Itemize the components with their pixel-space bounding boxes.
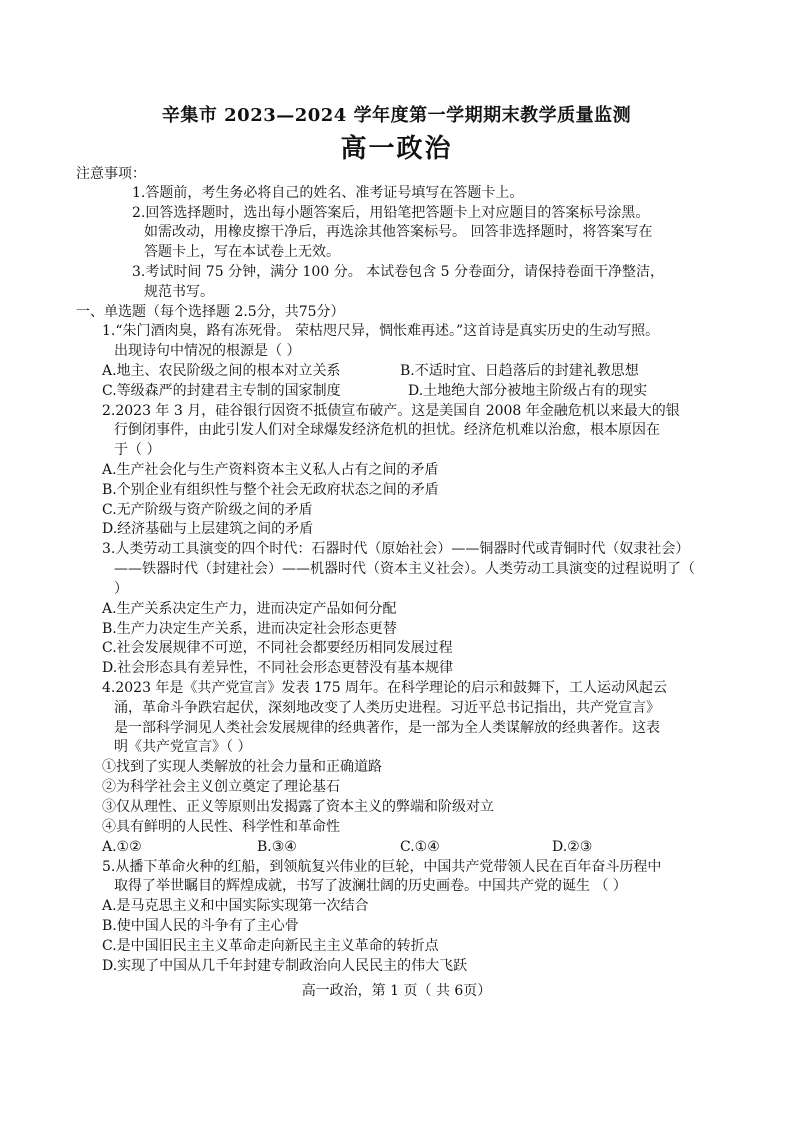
note-line: 答题卡上，写在本试卷上无效。 [144,244,340,260]
option-a: A.生产社会化与生产资料资本主义私人占有之间的矛盾 [102,462,439,478]
subject-title: 高一政治 [340,134,453,164]
option-c: C.①④ [400,839,440,855]
question-text: 1.“朱门酒肉臭，路有冻死骨。 荣枯咫尺异，惆怅难再述。”这首诗是真实历史的生动写照。 [102,323,660,339]
option-a: A.生产关系决定生产力，进而决定产品如何分配 [102,601,397,617]
note-line: 如需改动，用橡皮擦干净后，再选涂其他答案标号。 回答非选择题时，将答案写在 [144,224,653,240]
option-b: B.生产力决定生产关系，进而决定社会形态更替 [102,621,397,637]
statement: ③仅从理性、正义等原则出发揭露了资本主义的弊端和阶级对立 [102,799,494,815]
option-c: C.等级森严的封建君主专制的国家制度 [102,383,341,399]
question-text: 明《共产党宣言》（ ） [114,739,252,755]
question-text: 5.从播下革命火种的红船，到领航复兴伟业的巨轮，中国共产党带领人民在百年奋斗历程中 [102,859,662,875]
option-d: D.经济基础与上层建筑之间的矛盾 [102,521,314,537]
option-a: A.地主、农民阶级之间的根本对立关系 [102,363,341,379]
question-text: 取得了举世瞩目的辉煌成就，书写了波澜壮阔的历史画卷。中国共产党的诞生 （ ） [114,878,627,894]
question-text: 出现诗句中情况的根源是（ ） [114,343,301,359]
question-text: ） [114,581,128,597]
option-c: C.是中国旧民主主义革命走向新民主主义革命的转折点 [102,938,439,954]
note-line: 3.考试时间 75 分钟，满分 100 分。 本试卷包含 5 分卷面分，请保持卷面干净整洁， [132,264,664,280]
question-text: 行倒闭事件，由此引发人们对全球爆发经济危机的担忧。经济危机难以治愈，根本原因在 [114,422,660,438]
statement: ④具有鲜明的人民性、科学性和革命性 [102,819,340,835]
option-d: D.实现了中国从几千年封建专制政治向人民民主的伟大飞跃 [102,958,468,974]
section-heading: 一、单选题（每个选择题 2.5分，共75分） [76,304,345,320]
statement: ①找到了实现人类解放的社会力量和正确道路 [102,759,382,775]
option-b: B.使中国人民的斗争有了主心骨 [102,918,299,934]
question-text: 于（ ） [114,442,161,458]
option-a: A.①② [102,839,142,855]
statement: ②为科学社会主义创立奠定了理论基石 [102,779,340,795]
option-d: D.社会形态具有差异性，不同社会形态更替没有基本规律 [102,660,454,676]
question-text: 3.人类劳动工具演变的四个时代：石器时代（原始社会）——铜器时代或青铜时代（奴隶社会） [102,541,690,557]
notes-heading: 注意事项： [76,166,146,182]
option-c: C.无产阶级与资产阶级之间的矛盾 [102,502,313,518]
note-line: 1.答题前，考生务必将自己的姓名、准考证号填写在答题卡上。 [132,185,524,201]
question-text: 是一部科学洞见人类社会发展规律的经典著作，是一部为全人类谋解放的经典著作。这表 [114,720,660,736]
question-text: 涌，革命斗争跌宕起伏，深刻地改变了人类历史进程。习近平总书记指出，共产党宣言》 [114,700,660,716]
question-text: 2.2023 年 3 月，硅谷银行因资不抵债宣布破产。这是美国自 2008 年金融危机以来最大的银 [102,403,680,419]
question-text: 4.2023 年是《共产党宣言》发表 175 周年。在科学理论的启示和鼓舞下，工人运动风起云 [102,680,668,696]
option-d: D.土地绝大部分被地主阶级占有的现实 [408,383,648,399]
option-d: D.②③ [552,839,593,855]
exam-title: 辛集市 2023—2024 学年度第一学期期末教学质量监测 [161,105,632,126]
note-line: 2.回答选择题时，选出每小题答案后，用铅笔把答题卡上对应题目的答案标号涂黑。 [132,205,650,221]
option-c: C.社会发展规律不可逆，不同社会都要经历相同发展过程 [102,640,453,656]
option-b: B.个别企业有组织性与整个社会无政府状态之间的矛盾 [102,482,439,498]
option-b: B.③④ [257,839,297,855]
page-footer: 高一政治，第 1 页（ 共 6页） [301,983,492,999]
question-text: ——铁器时代（封建社会）——机器时代（资本主义社会）。人类劳动工具演变的过程说明了（ [114,561,695,577]
option-a: A.是马克思主义和中国实际实现第一次结合 [102,898,369,914]
option-b: B.不适时宜、日趋落后的封建礼教思想 [400,363,639,379]
note-line: 规范书写。 [144,284,214,300]
